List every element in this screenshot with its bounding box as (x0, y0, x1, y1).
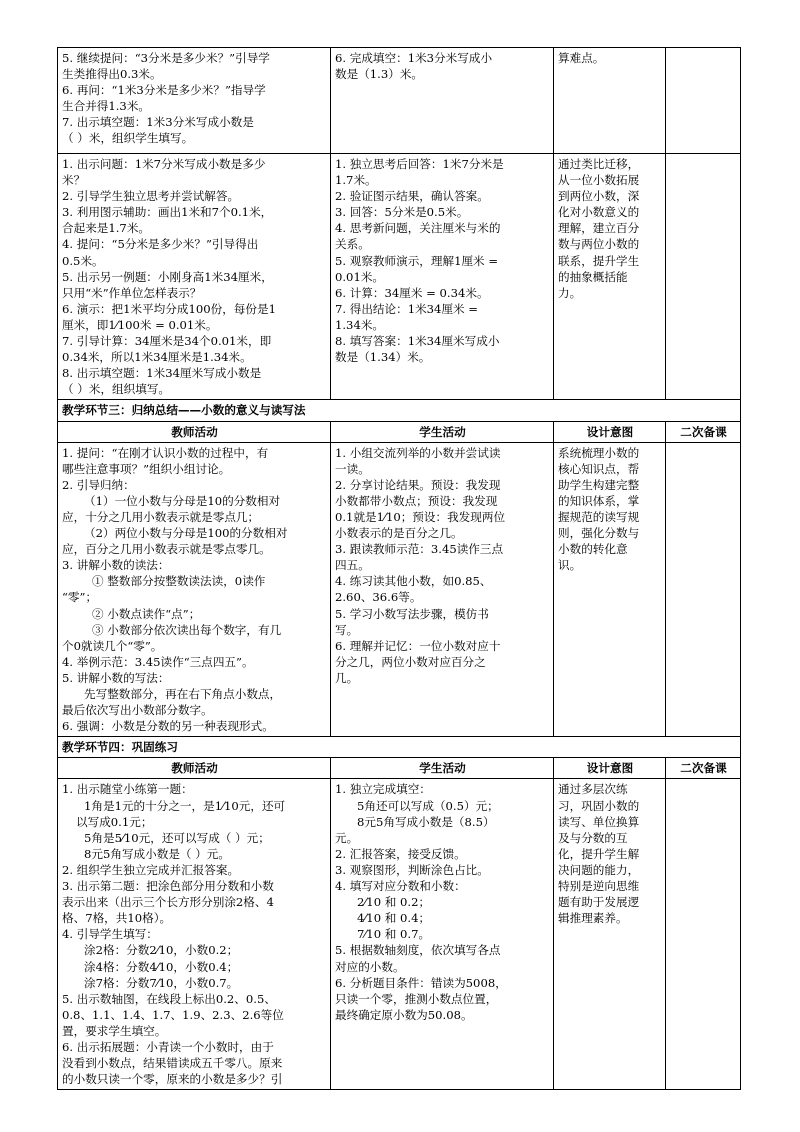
text-line: 最终确定原小数为50.08。 (335, 1007, 473, 1022)
header-intent: 设计意图 (554, 758, 666, 779)
text-line: 关系。 (335, 237, 370, 252)
text-line: 理解，建立百分 (558, 221, 640, 236)
header-teacher: 教师活动 (58, 421, 331, 442)
text-line: 6. 出示拓展题：小青读一个小数时，由于 (62, 1039, 274, 1054)
text-line: 5角是5⁄10元，还可以写成（ ）元； (84, 830, 270, 845)
text-line: 算难点。 (558, 51, 605, 65)
text-line: 四五。 (335, 558, 370, 573)
text-line: 只读一个零，推测小数点位置， (335, 991, 498, 1006)
text-line: （1）一位小数与分母是10的分数相对 (84, 493, 281, 508)
text-line: 识。 (558, 558, 582, 573)
text-line: （ ）米，组织填写。 (62, 382, 171, 397)
text-line: 4. 思考新问题，关注厘米与米的 (335, 221, 501, 236)
text-line: 4. 提问：“5分米是多少米？”引导得出 (62, 237, 259, 252)
text-line: 生合并得1.3米。 (62, 99, 151, 114)
student-activity-cell (331, 48, 554, 154)
text-line: 涂2格：分数2⁄10，小数0.2； (84, 943, 239, 958)
text-line: 2. 汇报答案，接受反馈。 (335, 846, 466, 861)
text-line: 核心知识点，帮 (558, 461, 640, 476)
text-line: 化，提升学生解 (558, 846, 640, 861)
second-prep-cell (666, 442, 741, 737)
text-line: 6. 分析题目条件：错读为5008， (335, 975, 507, 990)
text-line: 2. 组织学生独立完成并汇报答案。 (62, 862, 240, 877)
text-line: 生类推得出0.3米。 (62, 67, 162, 82)
text-line: 5. 学习小数写法步骤，模仿书 (335, 606, 489, 621)
text-line: 1. 独立思考后回答：1米7分米是 (335, 157, 504, 171)
text-line: “零”； (62, 590, 98, 605)
text-line: 习，巩固小数的 (558, 798, 640, 813)
text-line: 的知识体系，掌 (558, 493, 640, 508)
text-line: 4. 练习读其他小数，如0.85、 (335, 574, 492, 589)
text-line: 5角还可以写成（0.5）元； (357, 798, 499, 813)
text-line: 2. 分享讨论结果。预设：我发现 (335, 477, 501, 492)
text-line: 决问题的能力， (558, 862, 640, 877)
text-line: 1.34米。 (335, 317, 385, 332)
text-line: 0.1就是1⁄10；预设：我发现两位 (335, 509, 506, 524)
student-activity-cell (331, 154, 554, 400)
text-line: 1. 出示随堂小练第一题： (62, 782, 193, 797)
text-line: 2⁄10 和 0.2； (357, 895, 431, 910)
text-line: 1. 提问：“在刚才认识小数的过程中，有 (62, 445, 269, 460)
text-line: 5. 根据数轴刻度，依次填写各点 (335, 943, 501, 958)
header-second-prep: 二次备课 (666, 421, 741, 442)
text-line: 8. 出示填空题：1米34厘米写成小数是 (62, 366, 262, 381)
text-line: 特别是逆向思维 (558, 879, 640, 894)
design-intent-cell (554, 442, 666, 737)
student-activity-cell (331, 442, 554, 737)
text-line: 3. 跟读教师示范：3.45读作三点 (335, 542, 504, 557)
lesson-plan-table (57, 47, 741, 1090)
text-line: （ ）米，组织学生填写。 (62, 131, 194, 146)
text-line: 4. 举例示范：3.45读作“三点四五”。 (62, 654, 254, 669)
text-line: 数是（1.34）米。 (335, 350, 431, 365)
text-line: 应，百分之几用小数表示就是零点零几。 (62, 542, 271, 557)
text-line: 1. 小组交流列举的小数并尝试读 (335, 445, 501, 460)
text-line: 系统梳理小数的 (558, 445, 640, 460)
text-line: 6. 完成填空：1米3分米写成小 (335, 51, 493, 65)
text-line: 写。 (335, 622, 359, 637)
teacher-activity-cell (58, 779, 331, 1090)
text-line: 5. 出示另一例题：小刚身高1米34厘米， (62, 269, 273, 284)
text-line: 3. 出示第二题：把涂色部分用分数和小数 (62, 879, 274, 894)
text-line: 合起来是1.7米。 (62, 221, 151, 236)
section-title-row (58, 737, 741, 758)
text-line: 8元5角写成小数是（ ）元。 (84, 846, 230, 861)
teacher-activity-cell (58, 442, 331, 737)
table-row (58, 779, 741, 1090)
text-line: 6. 再问：“1米3分米是多少米？”指导学 (62, 83, 266, 98)
text-line: 联系，提升学生 (558, 253, 640, 268)
text-line: 2. 引导学生独立思考并尝试解答。 (62, 189, 240, 204)
table-row (58, 48, 741, 154)
text-line: 小数表示的是百分之几。 (335, 526, 463, 541)
text-line: 以写成0.1元； (76, 814, 153, 829)
text-line: 涂4格：分数4⁄10，小数0.4； (84, 959, 239, 974)
header-row (58, 758, 741, 779)
text-line: 3. 讲解小数的读法： (62, 558, 170, 573)
text-line: 2. 验证图示结果，确认答案。 (335, 189, 489, 204)
text-line: 的小数只读一个零，原来的小数是多少？引 (62, 1072, 283, 1087)
text-line: 3. 观察图形，判断涂色占比。 (335, 862, 489, 877)
table-row (58, 154, 741, 400)
text-line: 8元5角写成小数是（8.5） (357, 814, 495, 829)
text-line: 1. 独立完成填空： (335, 782, 431, 797)
text-line: 数与两位小数的 (558, 237, 640, 252)
text-line: 5. 观察教师演示，理解1厘米 = (335, 253, 499, 268)
text-line: ① 整数部分按整数读法读，0读作 (92, 574, 266, 589)
text-line: 元。 (335, 830, 359, 845)
text-line: 7⁄10 和 0.7。 (357, 927, 431, 942)
text-line: 6. 强调：小数是分数的另一种表现形式。 (62, 719, 274, 734)
design-intent-cell (554, 154, 666, 400)
text-line: 辑推理素养。 (558, 911, 628, 926)
text-line: 读写、单位换算 (558, 814, 640, 829)
text-line: 1. 出示问题：1米7分米写成小数是多少 (62, 157, 266, 171)
second-prep-cell (666, 48, 741, 154)
text-line: 没看到小数点，结果错读成五千零八。原来 (62, 1056, 283, 1071)
text-line: 2. 引导归纳： (62, 477, 135, 492)
text-line: 则，强化分数与 (558, 526, 640, 541)
header-intent: 设计意图 (554, 421, 666, 442)
header-student: 学生活动 (331, 758, 554, 779)
text-line: 一读。 (335, 461, 370, 476)
text-line: 只用“米”作单位怎样表示？ (62, 285, 202, 300)
text-line: 1角是1元的十分之一，是1⁄10元，还可 (84, 798, 286, 813)
text-line: 3. 利用图示辅助：画出1米和7个0.1米， (62, 205, 273, 220)
text-line: 5. 出示数轴图，在线段上标出0.2、0.5、 (62, 991, 276, 1006)
text-line: 助学生构建完整 (558, 477, 640, 492)
teacher-activity-cell (58, 154, 331, 400)
text-line: 4. 引导学生填写： (62, 927, 158, 942)
second-prep-cell (666, 154, 741, 400)
text-line: 对应的小数。 (335, 959, 405, 974)
text-line: 7. 引导计算：34厘米是34个0.01米，即 (62, 334, 272, 349)
text-line: 表示出来（出示三个长方形分别涂2格、4 (62, 895, 274, 910)
text-line: 力。 (558, 285, 582, 300)
text-line: 5. 继续提问：“3分米是多少米？”引导学 (62, 51, 270, 65)
text-line: 及与分数的互 (558, 830, 628, 845)
text-line: 0.5米。 (62, 253, 104, 268)
text-line: 小数都带小数点；预设：我发现 (335, 493, 498, 508)
design-intent-cell (554, 779, 666, 1090)
design-intent-cell (554, 48, 666, 154)
text-line: 厘米，即1⁄100米 = 0.01米。 (62, 317, 218, 332)
text-line: 格、7格，共10格）。 (62, 911, 172, 926)
header-second-prep: 二次备课 (666, 758, 741, 779)
section-4-title: 教学环节四：巩固练习 (58, 737, 741, 758)
text-line: 哪些注意事项？”组织小组讨论。 (62, 461, 231, 476)
text-line: 通过多层次练 (558, 782, 628, 797)
text-line: 涂7格：分数7⁄10，小数0.7。 (84, 975, 239, 990)
text-line: 握规范的读写规 (558, 509, 640, 524)
teacher-activity-cell (58, 48, 331, 154)
header-row (58, 421, 741, 442)
text-line: ③ 小数部分依次读出每个数字，有几 (92, 622, 282, 637)
text-line: 0.34米，所以1米34厘米是1.34米。 (62, 350, 252, 365)
text-line: 最后依次写出小数部分数字。 (62, 703, 213, 718)
student-activity-cell (331, 779, 554, 1090)
text-line: 个0就读几个“零”。 (62, 638, 163, 653)
header-teacher: 教师活动 (58, 758, 331, 779)
text-line: 3. 回答：5分米是0.5米。 (335, 205, 469, 220)
table-row (58, 442, 741, 737)
text-line: 8. 填写答案：1米34厘米写成小 (335, 334, 500, 349)
header-student: 学生活动 (331, 421, 554, 442)
text-line: 置，要求学生填空。 (62, 1023, 167, 1038)
text-line: 应，十分之几用小数表示就是零点几； (62, 509, 260, 524)
text-line: 5. 讲解小数的写法： (62, 670, 170, 685)
text-line: 6. 演示：把1米平均分成100份，每份是1 (62, 301, 276, 316)
second-prep-cell (666, 779, 741, 1090)
text-line: 到两位小数，深 (558, 189, 640, 204)
text-line: ② 小数点读作“点”； (92, 606, 201, 621)
text-line: 1.7米。 (335, 173, 377, 188)
text-line: 4. 填写对应分数和小数： (335, 879, 466, 894)
text-line: 6. 计算：34厘米 = 0.34米。 (335, 285, 489, 300)
text-line: 0.8、1.1、1.4、1.7、1.9、2.3、2.6等位 (62, 1007, 284, 1022)
text-line: 从一位小数拓展 (558, 173, 640, 188)
text-line: 7. 得出结论：1米34厘米 = (335, 301, 479, 316)
section-3-title: 教学环节三：归纳总结——小数的意义与读写法 (58, 400, 741, 421)
text-line: 7. 出示填空题：1米3分米写成小数是 (62, 115, 254, 130)
text-line: 2.60、36.6等。 (335, 590, 422, 605)
text-line: 题有助于发展逻 (558, 895, 640, 910)
section-title-row (58, 400, 741, 421)
text-line: 几。 (335, 670, 359, 685)
text-line: 数是（1.3）米。 (335, 67, 424, 82)
text-line: 的抽象概括能 (558, 269, 628, 284)
text-line: 米？ (62, 173, 86, 188)
text-line: 0.01米。 (335, 269, 385, 284)
text-line: 先写整数部分，再在右下角点小数点， (84, 687, 282, 701)
text-line: 4⁄10 和 0.4； (357, 911, 431, 926)
text-line: 分之几，两位小数对应百分之 (335, 654, 486, 669)
text-line: 6. 理解并记忆：一位小数对应十 (335, 638, 501, 653)
text-line: 化对小数意义的 (558, 205, 640, 220)
text-line: 通过类比迁移， (558, 157, 640, 171)
text-line: （2）两位小数与分母是100的分数相对 (84, 526, 288, 541)
text-line: 小数的转化意 (558, 542, 628, 557)
